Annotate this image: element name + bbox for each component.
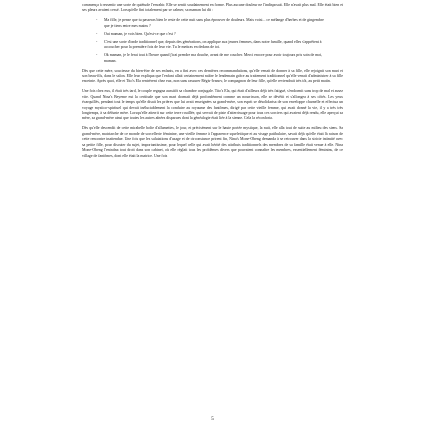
body-paragraph: Dès que cette mère, soucieuse du bien-être de ses enfants, en a fini avec ces dernières recommandations, qu'elle venait de donner à sa fille, elle rejoignit son mari et son beau-fils, dans le salon. Elle leur expliqua que l'enfant allait certainement naître le lendemain grâce au traitement traditionnel qu'elle venait d'administrer à sa fille enceinte. Après quoi, elle et Tito's Ela rentrèrent chez eux, non sans rassurer Régis-Ivanov, le compagnon de leur fille, qu'elle reviendrait très tôt, au petit matin.	[82, 68, 343, 84]
dialogue-line: - Ma fille, je pense que tu passeras bien le reste de cette nuit sans plus éprouver de douleurs. Mais voisi... ce mélange d'herbes et de gingembre que je tiens entre mes mains ?	[104, 18, 328, 29]
body-paragraph: Une fois chez eux, il était très tard, le couple regagna aussitôt sa chambre conjugale. Tito's Ela, qui était d'ailleurs déjà très fatigué, s'endormit sans trop de mal et assez vite. Quand Nina's Beyeme eut la certitude que son mari dormait déjà profondément comme un nourrisson, elle se dévêtit et s'allongea à ses côtés. Les yeux écarquillés, pendant tout le temps qu'elle disait les prières que lui avait enseignées sa grand-mère, son esprit se désolidarisa de son enveloppe charnelle et effectua un voyage mystico-spirituel qui devait inéluctablement la conduire au royaume des fantômes, dirigé par cette vieille femme, qui avait donné la vie, il y a très très longtemps, à sa défunte mère. Lorsqu'elle atterrit sur cette terre rouillée, qui servait de piste d'atterrissage pour tous ces sorciers qui avaient déjà rendu, elle aperçut sa mère, sa grand-mère ainsi que toutes les autres aînées disparues dont la généalogie était liée à la sienne. Cela la réconforta.	[82, 89, 343, 121]
dialogue-line: - Oui maman, je vois bien. Qu'est-ce que c'est ?	[104, 32, 328, 37]
dialogue-list	[82, 18, 328, 64]
body-paragraph: Dès qu'elle descendit de cette mirabelle boîte d'allumettes, le jour, et précisément sur le haute portée mystique, la nuit, elle alla tout de suite au milieu des siens. Sa grand-mère, matriarche de ce monde de sorcellerie féminine, une vieille femme à l'apparence squelettique et au visage patibulaire, savait déjà qu'elle était là raison de cette rencontre inattendue. Une fois que les salutations d'usage et de circonstance prirent fin, Nina's Mone-Obeng demanda à se retrouver dans la stricte intimité avec sa petite fille, pour discuter du sujet, importantissime, pour lequel celle qui avait hérité des attributs traditionnels des membres de sa famille était venue à elle. Nina Mone-Obeng l'entraîna tout droit dans son cabinet, où elle réglait tous les problèmes divers que pouvaient connaître les membres, essentiellement féminins, de ce village de fantômes, dont elle était la matrice. Une fois	[82, 126, 343, 158]
dialogue-line: - C'est une sorte d'onde traditionnel que, depuis des générations, on applique aux jeunes femmes, dans notre famille, quand elles s'apprêtent à accoucher pour la première fois de leur vie. Tu le mettras en dedans de toi.	[104, 40, 328, 51]
intro-paragraph: commença à ressentir une sorte de quiétude l'envahir. Elle se sentit soudainement en forme. Plus aucune douleur ne l'indisposait. Elle n'avait plus mal. Elle était bien et ses pleurs avaient cessé. Lorsqu'elle fini totalement par se calmer, sa maman lui dit :	[82, 3, 343, 13]
dialogue-line: - Ok maman, je le ferai tout à l'heure quand j'irai prendre ma douche, avant de me coucher. Merci encore pour avoir toujours pris soin de moi, maman.	[104, 53, 328, 64]
page-number: 5	[211, 416, 214, 422]
